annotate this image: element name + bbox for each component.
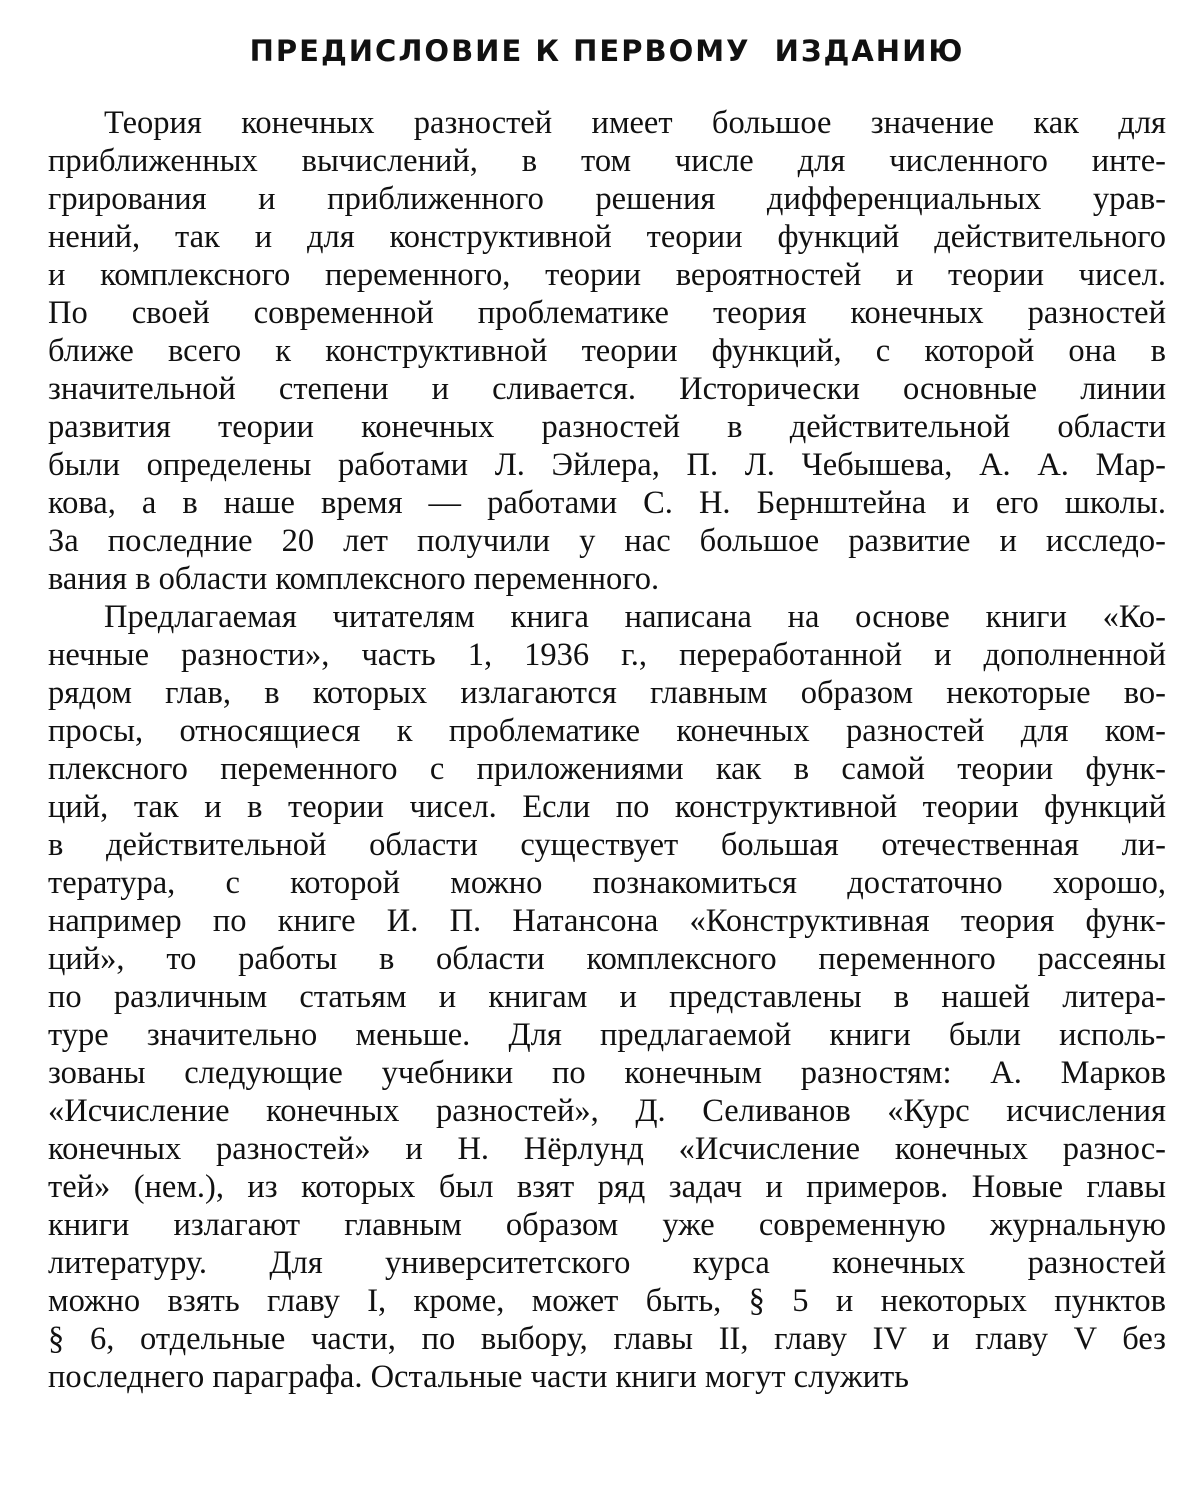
text-line: значительной степени и сливается. Исторически основные линии <box>48 371 1166 407</box>
text-line: вания в области комплексного переменного. <box>48 561 660 597</box>
text-line: туре значительно меньше. Для предлагаемой книги были исполь- <box>48 1017 1166 1053</box>
text-line: по различным статьям и книгам и представлены в нашей литера- <box>48 979 1166 1015</box>
text-line: приближенных вычислений, в том числе для численного инте- <box>48 143 1166 179</box>
document-body <box>48 104 1166 1396</box>
text-line: ближе всего к конструктивной теории функций, с которой она в <box>48 333 1166 369</box>
text-line: «Исчисление конечных разностей», Д. Селиванов «Курс исчисления <box>48 1093 1166 1129</box>
text-line: просы, относящиеся к проблематике конечных разностей для ком- <box>48 713 1166 749</box>
text-line: развития теории конечных разностей в действительной области <box>48 409 1166 445</box>
text-line: конечных разностей» и Н. Нёрлунд «Исчисление конечных разнос- <box>48 1131 1166 1167</box>
text-line: и комплексного переменного, теории вероятностей и теории чисел. <box>48 257 1166 293</box>
paragraph <box>48 104 1166 598</box>
text-line: кова, а в наше время — работами С. Н. Бернштейна и его школы. <box>48 485 1166 521</box>
text-line: За последние 20 лет получили у нас большое развитие и исследо- <box>48 523 1166 559</box>
document-page <box>48 34 1166 1396</box>
text-line: рядом глав, в которых излагаются главным образом некоторые во- <box>48 675 1166 711</box>
text-line: ций, так и в теории чисел. Если по конструктивной теории функций <box>48 789 1166 825</box>
text-line: книги излагают главным образом уже современную журнальную <box>48 1207 1166 1243</box>
text-line: были определены работами Л. Эйлера, П. Л. Чебышева, А. А. Мар- <box>48 447 1166 483</box>
text-line: плексного переменного с приложениями как в самой теории функ- <box>48 751 1166 787</box>
text-line: Теория конечных разностей имеет большое значение как для <box>104 105 1166 141</box>
text-line: последнего параграфа. Остальные части книги могут служить <box>48 1359 909 1395</box>
text-line: тей» (нем.), из которых был взят ряд задач и примеров. Новые главы <box>48 1169 1166 1205</box>
text-line: ций», то работы в области комплексного переменного рассеяны <box>48 941 1166 977</box>
page-title: ПРЕДИСЛОВИЕ К ПЕРВОМУ ИЗДАНИЮ <box>249 34 965 68</box>
text-line: например по книге И. П. Натансона «Конструктивная теория функ- <box>48 903 1166 939</box>
text-line: можно взять главу I, кроме, может быть, § 5 и некоторых пунктов <box>48 1283 1166 1319</box>
text-line: литературу. Для университетского курса конечных разностей <box>48 1245 1166 1281</box>
text-line: тература, с которой можно познакомиться достаточно хорошо, <box>48 865 1166 901</box>
text-line: нений, так и для конструктивной теории функций действительного <box>48 219 1166 255</box>
text-line: зованы следующие учебники по конечным разностям: А. Марков <box>48 1055 1166 1091</box>
text-line: По своей современной проблематике теория конечных разностей <box>48 295 1166 331</box>
text-line: грирования и приближенного решения дифференциальных урав- <box>48 181 1166 217</box>
text-line: в действительной области существует большая отечественная ли- <box>48 827 1166 863</box>
paragraph <box>48 598 1166 1396</box>
text-line: § 6, отдельные части, по выбору, главы II, главу IV и главу V без <box>48 1321 1166 1357</box>
text-line: Предлагаемая читателям книга написана на основе книги «Ко- <box>104 599 1166 635</box>
text-line: нечные разности», часть 1, 1936 г., переработанной и дополненной <box>48 637 1166 673</box>
